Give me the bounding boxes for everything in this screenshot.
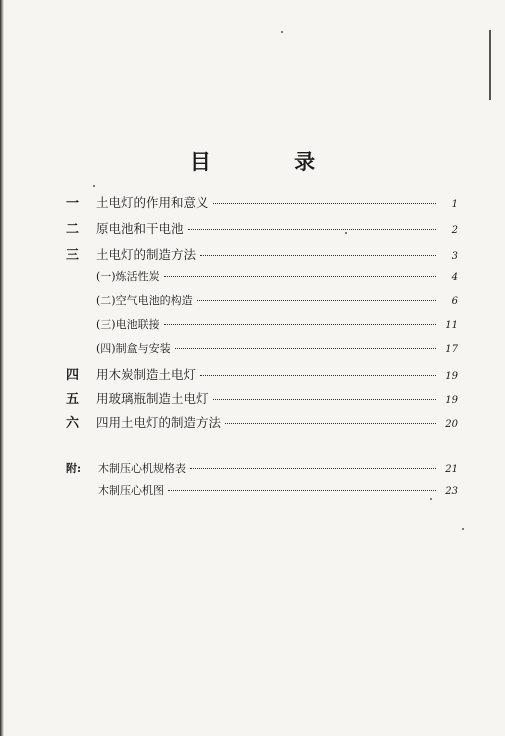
toc-entry-page: 11 (445, 320, 458, 331)
toc-subentry[interactable] (66, 316, 458, 336)
toc-entry-label: 土电灯的制造方法 (96, 247, 197, 262)
toc-entry-number: 六 (66, 416, 80, 431)
scan-speck (281, 31, 283, 33)
leader-dots (164, 324, 436, 325)
toc-entry-label: 木制压心机图 (98, 484, 164, 497)
toc-entry-label: 用玻璃瓶制造土电灯 (96, 391, 209, 406)
leader-dots (164, 276, 436, 277)
toc-entry-page: 19 (445, 371, 458, 382)
toc-entry-label: 四用土电灯的制造方法 (96, 415, 222, 430)
toc-appendix-entry[interactable] (66, 482, 458, 502)
toc-subentry-label: (一)炼活性炭 (96, 270, 160, 283)
scan-speck (93, 185, 95, 187)
toc-appendix-entry[interactable] (66, 460, 458, 480)
toc-entry-number: 五 (66, 392, 80, 407)
toc-entry[interactable] (66, 412, 458, 432)
toc-entry-label: 用木炭制造土电灯 (96, 367, 197, 382)
toc-entry-page: 17 (445, 344, 458, 355)
toc-entry-number: 二 (66, 222, 80, 237)
toc-entry-label: 木制压心机规格表 (98, 462, 186, 475)
page-left-edge-shadow (0, 0, 4, 736)
scan-speck (430, 498, 432, 500)
toc-entry-page: 2 (451, 225, 458, 236)
toc-entry[interactable] (66, 192, 458, 212)
leader-dots (213, 399, 436, 400)
toc-subentry-label: (二)空气电池的构造 (96, 294, 193, 307)
toc-subentry-label: (三)电池联接 (96, 318, 160, 331)
scan-speck (345, 232, 347, 234)
toc-subentry[interactable] (66, 340, 458, 360)
toc-entry[interactable] (66, 218, 458, 238)
toc-entry-page: 3 (451, 251, 458, 262)
leader-dots (188, 229, 436, 230)
leader-dots (200, 255, 436, 256)
toc-entry[interactable] (66, 388, 458, 408)
leader-dots (225, 423, 436, 424)
leader-dots (168, 490, 436, 491)
leader-dots (200, 375, 436, 376)
toc-entry-page: 19 (445, 395, 458, 406)
toc-entry-page: 1 (451, 199, 458, 210)
toc-title: 目 录 (189, 149, 354, 174)
leader-dots (175, 348, 436, 349)
toc-entry-number: 一 (66, 196, 80, 211)
toc-entry[interactable] (66, 364, 458, 384)
scan-speck (462, 528, 464, 530)
appendix-marker: 附: (66, 462, 82, 475)
toc-entry-page: 6 (451, 296, 458, 307)
toc-entry-page: 4 (451, 272, 458, 283)
toc-entry-label: 原电池和干电池 (96, 221, 184, 236)
toc-entry-page: 23 (445, 486, 458, 497)
toc-entry-page: 20 (445, 419, 458, 430)
toc-entry-number: 三 (66, 248, 80, 263)
toc-entry-page: 21 (445, 464, 458, 475)
leader-dots (190, 468, 436, 469)
toc-entry[interactable] (66, 244, 458, 264)
page-right-edge-mark (489, 30, 491, 100)
toc-subentry[interactable] (66, 292, 458, 312)
toc-subentry[interactable] (66, 268, 458, 288)
toc-entry-number: 四 (66, 368, 80, 383)
toc-entry-label: 土电灯的作用和意义 (96, 195, 209, 210)
leader-dots (197, 300, 436, 301)
leader-dots (213, 203, 436, 204)
toc-subentry-label: (四)制盒与安装 (96, 342, 171, 355)
